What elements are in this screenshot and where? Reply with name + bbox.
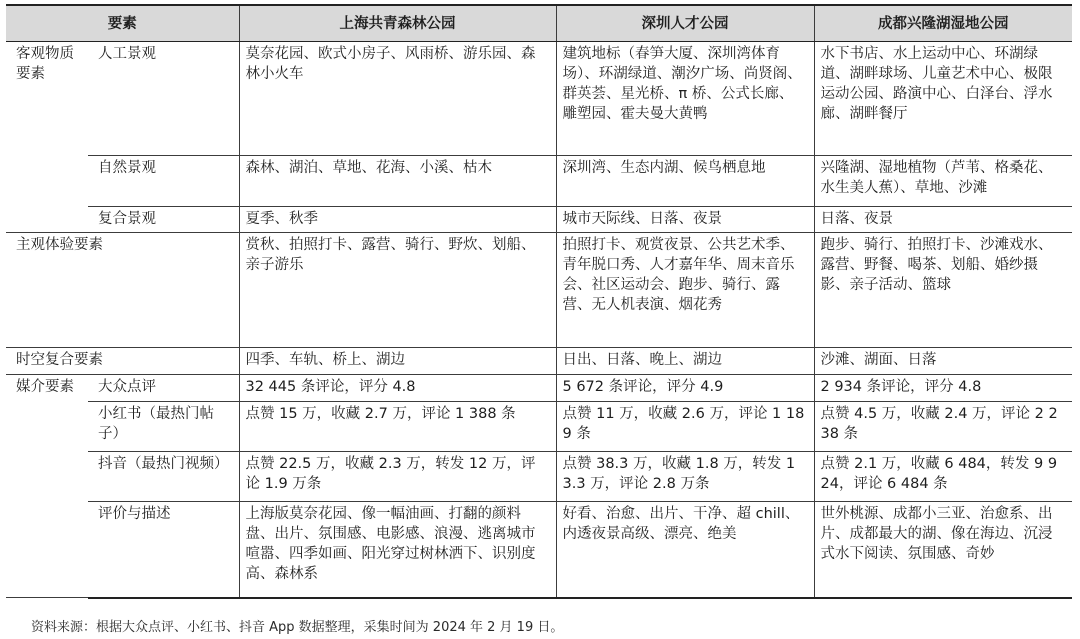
cell-dianping-shenzhen: 5 672 条评论，评分 4.9 xyxy=(556,375,814,402)
category-spacetime: 时空复合要素 xyxy=(6,348,239,375)
cell-review-shanghai: 上海版莫奈花园、像一幅油画、打翻的颜料盘、出片、氛围感、电影感、浪漫、逃离城市喧嚣、四季如画、阳光穿过树林洒下、识别度高、森林系 xyxy=(239,502,556,598)
cell-xiaohongshu-shanghai: 点赞 15 万，收藏 2.7 万，评论 1 388 条 xyxy=(239,402,556,452)
sub-natural: 自然景观 xyxy=(88,156,239,207)
sub-xiaohongshu: 小红书（最热门帖子） xyxy=(88,402,239,452)
cell-natural-shanghai: 森林、湖泊、草地、花海、小溪、枯木 xyxy=(239,156,556,207)
header-elements: 要素 xyxy=(6,5,239,42)
header-park-shanghai: 上海共青森林公园 xyxy=(239,5,556,42)
cell-douyin-shenzhen: 点赞 38.3 万，收藏 1.8 万，转发 13.3 万，评论 2.8 万条 xyxy=(556,452,814,502)
cell-subjective-chengdu: 跑步、骑行、拍照打卡、沙滩戏水、露营、野餐、喝茶、划船、婚纱摄影、亲子活动、篮球 xyxy=(814,233,1072,348)
category-subjective: 主观体验要素 xyxy=(6,233,239,348)
row-natural-landscape xyxy=(6,156,1072,207)
row-subjective xyxy=(6,233,1072,348)
source-note: 资料来源：根据大众点评、小红书、抖音 App 数据整理，采集时间为 2024 年 2 月 19 日。 xyxy=(31,620,564,635)
header-row xyxy=(6,5,1072,42)
cell-natural-shenzhen: 深圳湾、生态内湖、候鸟栖息地 xyxy=(556,156,814,207)
cell-subjective-shanghai: 赏秋、拍照打卡、露营、骑行、野炊、划船、亲子游乐 xyxy=(239,233,556,348)
header-park-chengdu: 成都兴隆湖湿地公园 xyxy=(814,5,1072,42)
sub-review: 评价与描述 xyxy=(88,502,239,598)
row-douyin xyxy=(6,452,1072,502)
row-composite-landscape xyxy=(6,207,1072,233)
sub-douyin: 抖音（最热门视频） xyxy=(88,452,239,502)
cell-xiaohongshu-shenzhen: 点赞 11 万，收藏 2.6 万，评论 1 189 条 xyxy=(556,402,814,452)
cell-dianping-shanghai: 32 445 条评论，评分 4.8 xyxy=(239,375,556,402)
header-park-shenzhen: 深圳人才公园 xyxy=(556,5,814,42)
cell-review-chengdu: 世外桃源、成都小三亚、治愈系、出片、成都最大的湖、像在海边、沉浸式水下阅读、氛围感、奇妙 xyxy=(814,502,1072,598)
cell-dianping-chengdu: 2 934 条评论，评分 4.8 xyxy=(814,375,1072,402)
row-spacetime xyxy=(6,348,1072,375)
cell-review-shenzhen: 好看、治愈、出片、干净、超 chill、内透夜景高级、漂亮、绝美 xyxy=(556,502,814,598)
cell-douyin-shanghai: 点赞 22.5 万，收藏 2.3 万，转发 12 万，评论 1.9 万条 xyxy=(239,452,556,502)
row-artificial-landscape xyxy=(6,42,1072,156)
cell-spacetime-shanghai: 四季、车轨、桥上、湖边 xyxy=(239,348,556,375)
cell-composite-shenzhen: 城市天际线、日落、夜景 xyxy=(556,207,814,233)
category-media: 媒介要素 xyxy=(6,375,88,598)
row-xiaohongshu xyxy=(6,402,1072,452)
row-review xyxy=(6,502,1072,598)
cell-composite-chengdu: 日落、夜景 xyxy=(814,207,1072,233)
sub-composite: 复合景观 xyxy=(88,207,239,233)
cell-xiaohongshu-chengdu: 点赞 4.5 万，收藏 2.4 万，评论 2 238 条 xyxy=(814,402,1072,452)
cell-artificial-shenzhen: 建筑地标（春笋大厦、深圳湾体育场）、环湖绿道、潮汐广场、尚贤阁、群英荟、星光桥、π 桥、公式长廊、雕塑园、霍夫曼大黄鸭 xyxy=(556,42,814,156)
comparison-table xyxy=(6,4,1072,599)
cell-composite-shanghai: 夏季、秋季 xyxy=(239,207,556,233)
row-dianping xyxy=(6,375,1072,402)
cell-spacetime-chengdu: 沙滩、湖面、日落 xyxy=(814,348,1072,375)
cell-artificial-shanghai: 莫奈花园、欧式小房子、风雨桥、游乐园、森林小火车 xyxy=(239,42,556,156)
cell-artificial-chengdu: 水下书店、水上运动中心、环湖绿道、湖畔球场、儿童艺术中心、极限运动公园、路演中心、白泽台、浮水廊、湖畔餐厅 xyxy=(814,42,1072,156)
cell-spacetime-shenzhen: 日出、日落、晚上、湖边 xyxy=(556,348,814,375)
category-objective: 客观物质要素 xyxy=(6,42,88,233)
sub-artificial: 人工景观 xyxy=(88,42,239,156)
sub-dianping: 大众点评 xyxy=(88,375,239,402)
cell-douyin-chengdu: 点赞 2.1 万，收藏 6 484，转发 9 924，评论 6 484 条 xyxy=(814,452,1072,502)
cell-subjective-shenzhen: 拍照打卡、观赏夜景、公共艺术季、青年脱口秀、人才嘉年华、周末音乐会、社区运动会、跑步、骑行、露营、无人机表演、烟花秀 xyxy=(556,233,814,348)
cell-natural-chengdu: 兴隆湖、湿地植物（芦苇、格桑花、水生美人蕉）、草地、沙滩 xyxy=(814,156,1072,207)
